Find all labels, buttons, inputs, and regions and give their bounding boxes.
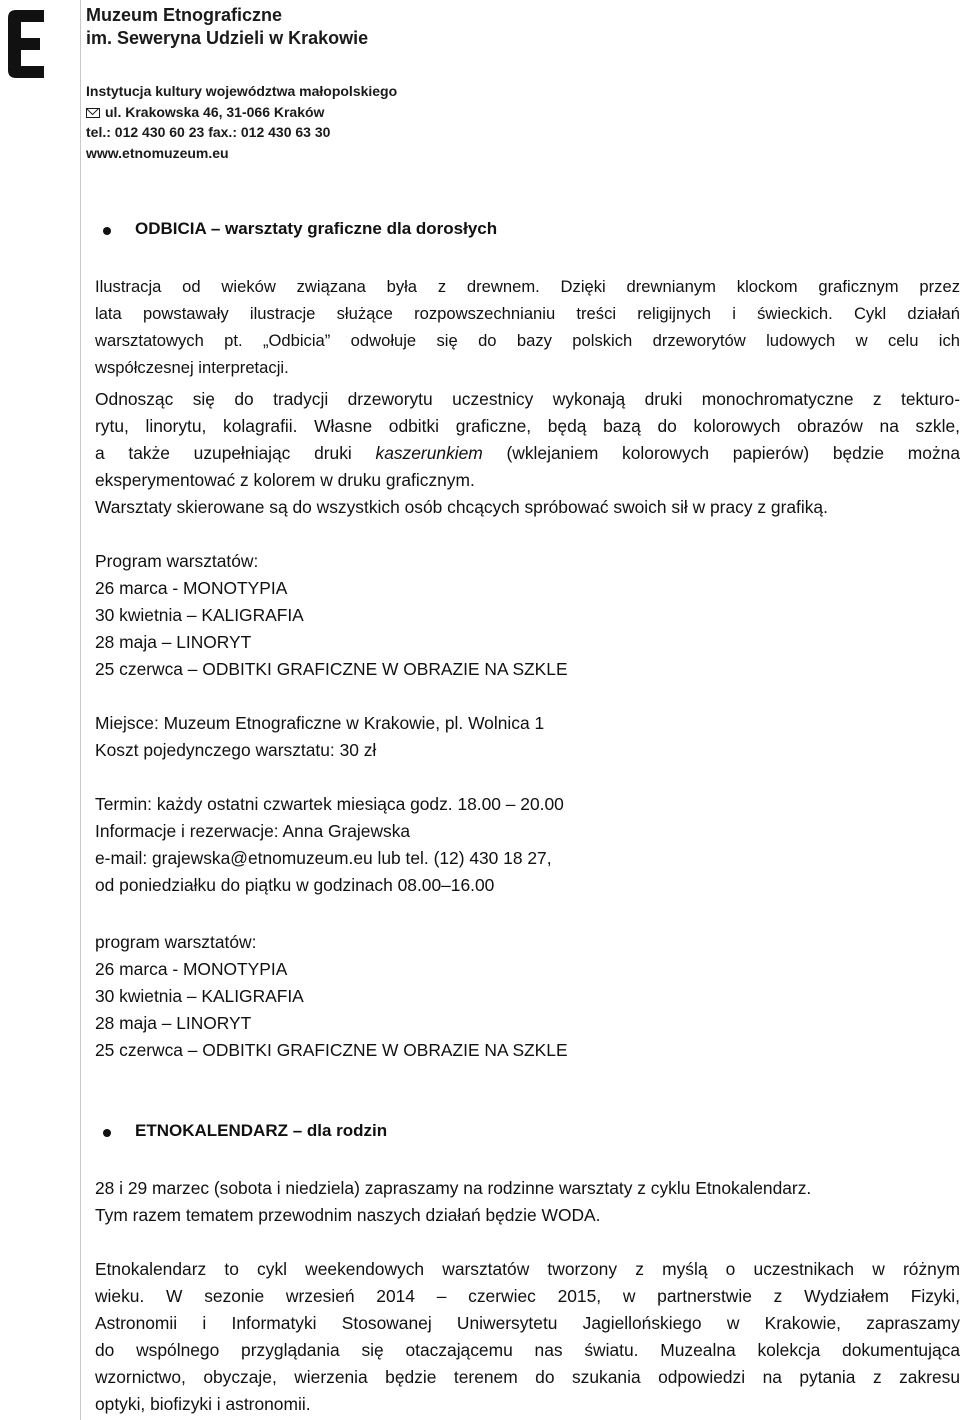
etno-para-line-2: wieku. W sezonie wrzesień 2014 – czerwiec 2015, w partnerstwie z Wydziałem Fizyki,: [95, 1286, 960, 1306]
section1-heading: [135, 219, 497, 239]
kaszer-italic: kaszerunkiem: [375, 443, 483, 463]
margin-divider-line: [80, 0, 81, 1420]
program1-item: 28 maja – LINORYT: [95, 632, 252, 652]
program1-item: 30 kwietnia – KALIGRAFIA: [95, 605, 304, 625]
section2-title: ETNOKALENDARZ – dla rodzin: [135, 1121, 388, 1140]
kaszer-after: (wklejaniem kolorowych papierów) będzie można: [482, 443, 960, 463]
institution-line: Instytucja kultury województwa małopolskiego: [86, 83, 398, 99]
program1-title: Program warsztatów:: [95, 551, 259, 571]
program2-item: 28 maja – LINORYT: [95, 1013, 252, 1033]
etno-line-1: 28 i 29 marzec (sobota i niedziela) zapraszamy na rodzinne warsztaty z cyklu Etnokalendarz.: [95, 1178, 812, 1198]
cost-line: Koszt pojedynczego warsztatu: 30 zł: [95, 740, 377, 760]
audience-line: Warsztaty skierowane są do wszystkich osób chcących spróbować swoich sił w pracy z grafiką.: [95, 497, 828, 517]
program1-item: 26 marca - MONOTYPIA: [95, 578, 288, 598]
body-line-4: eksperymentować z kolorem w druku graficznym.: [95, 470, 475, 490]
etno-para-line-5: wzornictwo, obyczaje, wierzenia będzie terenem do szukania odpowiedzi na pytania z zakresu: [95, 1367, 960, 1387]
etno-para-line-6: optyki, biofizyki i astronomii.: [95, 1394, 311, 1414]
museum-name-line2: im. Seweryna Udzieli w Krakowie: [86, 28, 369, 48]
email-phone-line: e-mail: grajewska@etnomuzeum.eu lub tel. (12) 430 18 27,: [95, 848, 552, 868]
body-line-3: [95, 440, 960, 467]
phone-fax-line: tel.: 012 430 60 23 fax.: 012 430 63 30: [86, 124, 331, 140]
place-line: Miejsce: Muzeum Etnograficzne w Krakowie, pl. Wolnica 1: [95, 713, 545, 733]
envelope-icon: [86, 108, 100, 118]
program2-item: 26 marca - MONOTYPIA: [95, 959, 288, 979]
intro-line-4: współczesnej interpretacji.: [95, 358, 289, 377]
museum-logo-icon: [4, 6, 50, 82]
etno-para-line-3: Astronomii i Informatyki Stosowanej Uniwersytetu Jagiellońskiego w Krakowie, zapraszamy: [95, 1313, 960, 1333]
etno-para-line-4: do wspólnego przyglądania się otaczającemu nas światu. Muzealna kolekcja dokumentująca: [95, 1340, 960, 1360]
program1-item: 25 czerwca – ODBITKI GRAFICZNE W OBRAZIE NA SZKLE: [95, 659, 568, 679]
info-line: Informacje i rezerwacje: Anna Grajewska: [95, 821, 411, 841]
program2-item: 25 czerwca – ODBITKI GRAFICZNE W OBRAZIE NA SZKLE: [95, 1040, 568, 1060]
etno-line-2: Tym razem tematem przewodnim naszych działań będzie WODA.: [95, 1205, 601, 1225]
program2-title: program warsztatów:: [95, 932, 257, 952]
body-line-1: Odnosząc się do tradycji drzeworytu uczestnicy wykonają druki monochromatyczne z tekturo-: [95, 389, 960, 409]
intro-line-2: lata powstawały ilustracje służące rozpowszechnianiu treści religijnych i świeckich. Cykl działań: [95, 304, 960, 323]
address-line: [86, 102, 397, 123]
intro-line-3: warsztatowych pt. „Odbicia” odwołuje się do bazy polskich drzeworytów ludowych w celu ich: [95, 331, 960, 350]
term-line: Termin: każdy ostatni czwartek miesiąca godz. 18.00 – 20.00: [95, 794, 564, 814]
hours-line: od poniedziałku do piątku w godzinach 08.00–16.00: [95, 875, 495, 895]
section2-heading: [135, 1121, 387, 1141]
website-link[interactable]: www.etnomuzeum.eu: [86, 144, 229, 161]
intro-line-1: Ilustracja od wieków związana była z drewnem. Dzięki drewnianym klockom graficznym przez: [95, 277, 960, 296]
letterhead: [86, 4, 397, 163]
address-text: ul. Krakowska 46, 31-066 Kraków: [105, 103, 325, 120]
program2-item: 30 kwietnia – KALIGRAFIA: [95, 986, 304, 1006]
museum-name-line1: Muzeum Etnograficzne: [86, 5, 283, 25]
body-line-2: rytu, linorytu, kolagrafii. Własne odbitki graficzne, będą bazą do kolorowych obrazów na szkle,: [95, 416, 960, 436]
kaszer-before: a także uzupełniając druki: [95, 443, 376, 463]
etno-para-line-1: Etnokalendarz to cykl weekendowych warsztatów tworzony z myślą o uczestnikach w różnym: [95, 1259, 960, 1279]
section1-title: ODBICIA – warsztaty graficzne dla dorosłych: [135, 219, 498, 238]
